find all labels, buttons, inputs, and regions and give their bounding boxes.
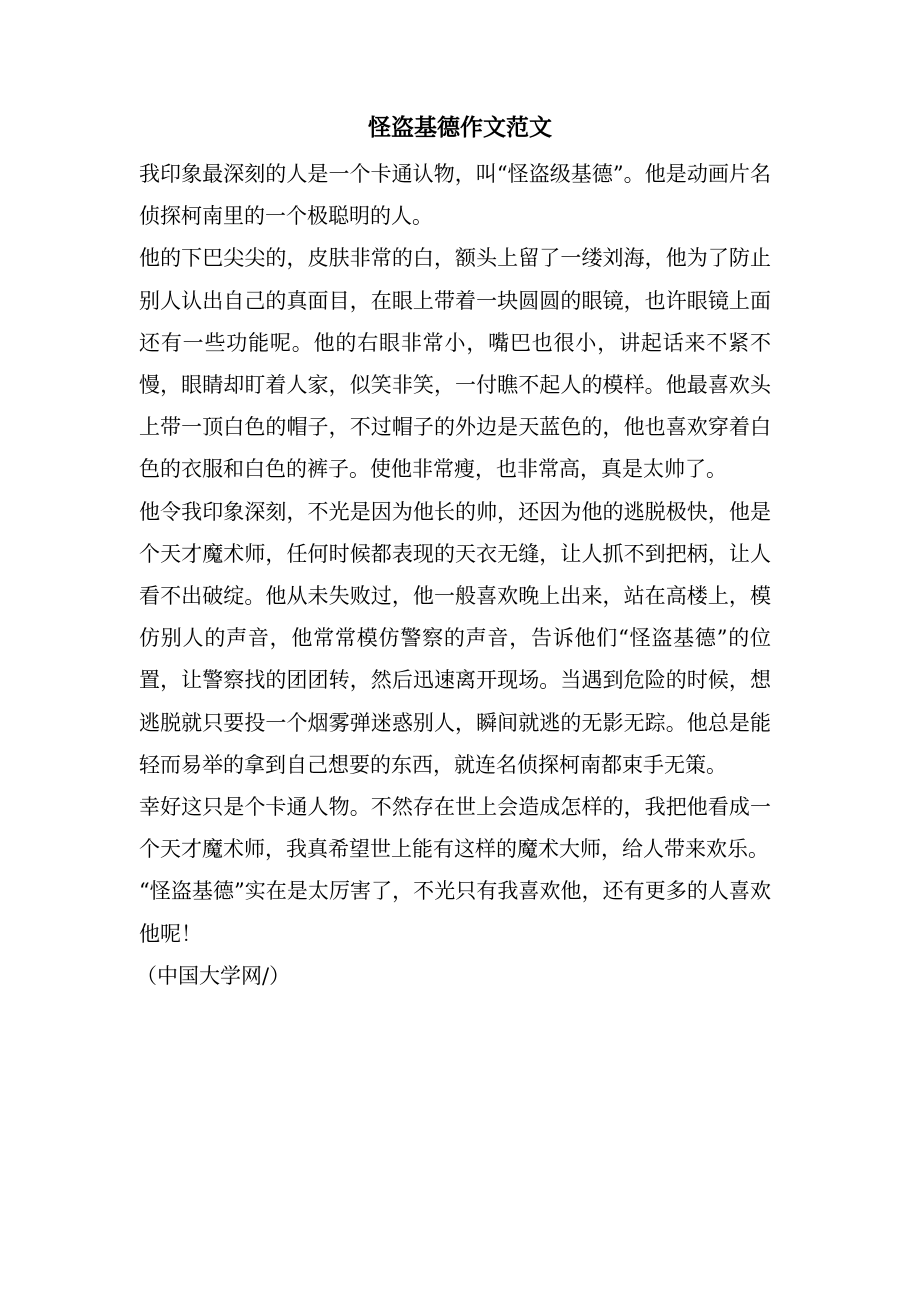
paragraph: 我印象最深刻的人是一个卡通认物，叫“怪盗级基德”。他是动画片名侦探柯南里的一个极聪明的人。 <box>139 162 771 229</box>
source-note: （中国大学网/） <box>136 963 291 988</box>
paragraph: 他的下巴尖尖的，皮肤非常的白，额头上留了一缕刘海，他为了防止别人认出自己的真面目，在眼上带着一块圆圆的眼镜，也许眼镜上面还有一些功能呢。他的右眼非常小，嘴巴也很小，讲起话来不紧不慢，眼睛却盯着人家，似笑非笑，一付瞧不起人的模样。他最喜欢头上带一顶白色的帽子，不过帽子的外边是天蓝色的，他也喜欢穿着白色的衣服和白色的裤子。使他非常瘦，也非常高，真是太帅了。 <box>139 246 771 482</box>
document-body <box>136 153 771 997</box>
paragraph: “怪盗基德”实在是太厉害了，不光只有我喜欢他，还有更多的人喜欢他呢！ <box>139 879 771 946</box>
paragraph: 幸好这只是个卡通人物。不然存在世上会造成怎样的，我把他看成一个天才魔术师，我真希望世上能有这样的魔术大师，给人带来欢乐。 <box>139 795 771 862</box>
paragraph: 他令我印象深刻，不光是因为他长的帅，还因为他的逃脱极快，他是个天才魔术师，任何时候都表现的天衣无缝，让人抓不到把柄，让人看不出破绽。他从未失败过，他一般喜欢晚上出来，站在高楼上，模仿别人的声音，他常常模仿警察的声音，告诉他们“怪盗基德”的位置，让警察找的团团转，然后迅速离开现场。当遇到危险的时候，想逃脱就只要投一个烟雾弹迷惑别人，瞬间就逃的无影无踪。他总是能轻而易举的拿到自己想要的东西，就连名侦探柯南都束手无策。 <box>139 499 771 777</box>
document-title: 怪盗基德作文范文 <box>368 114 552 141</box>
